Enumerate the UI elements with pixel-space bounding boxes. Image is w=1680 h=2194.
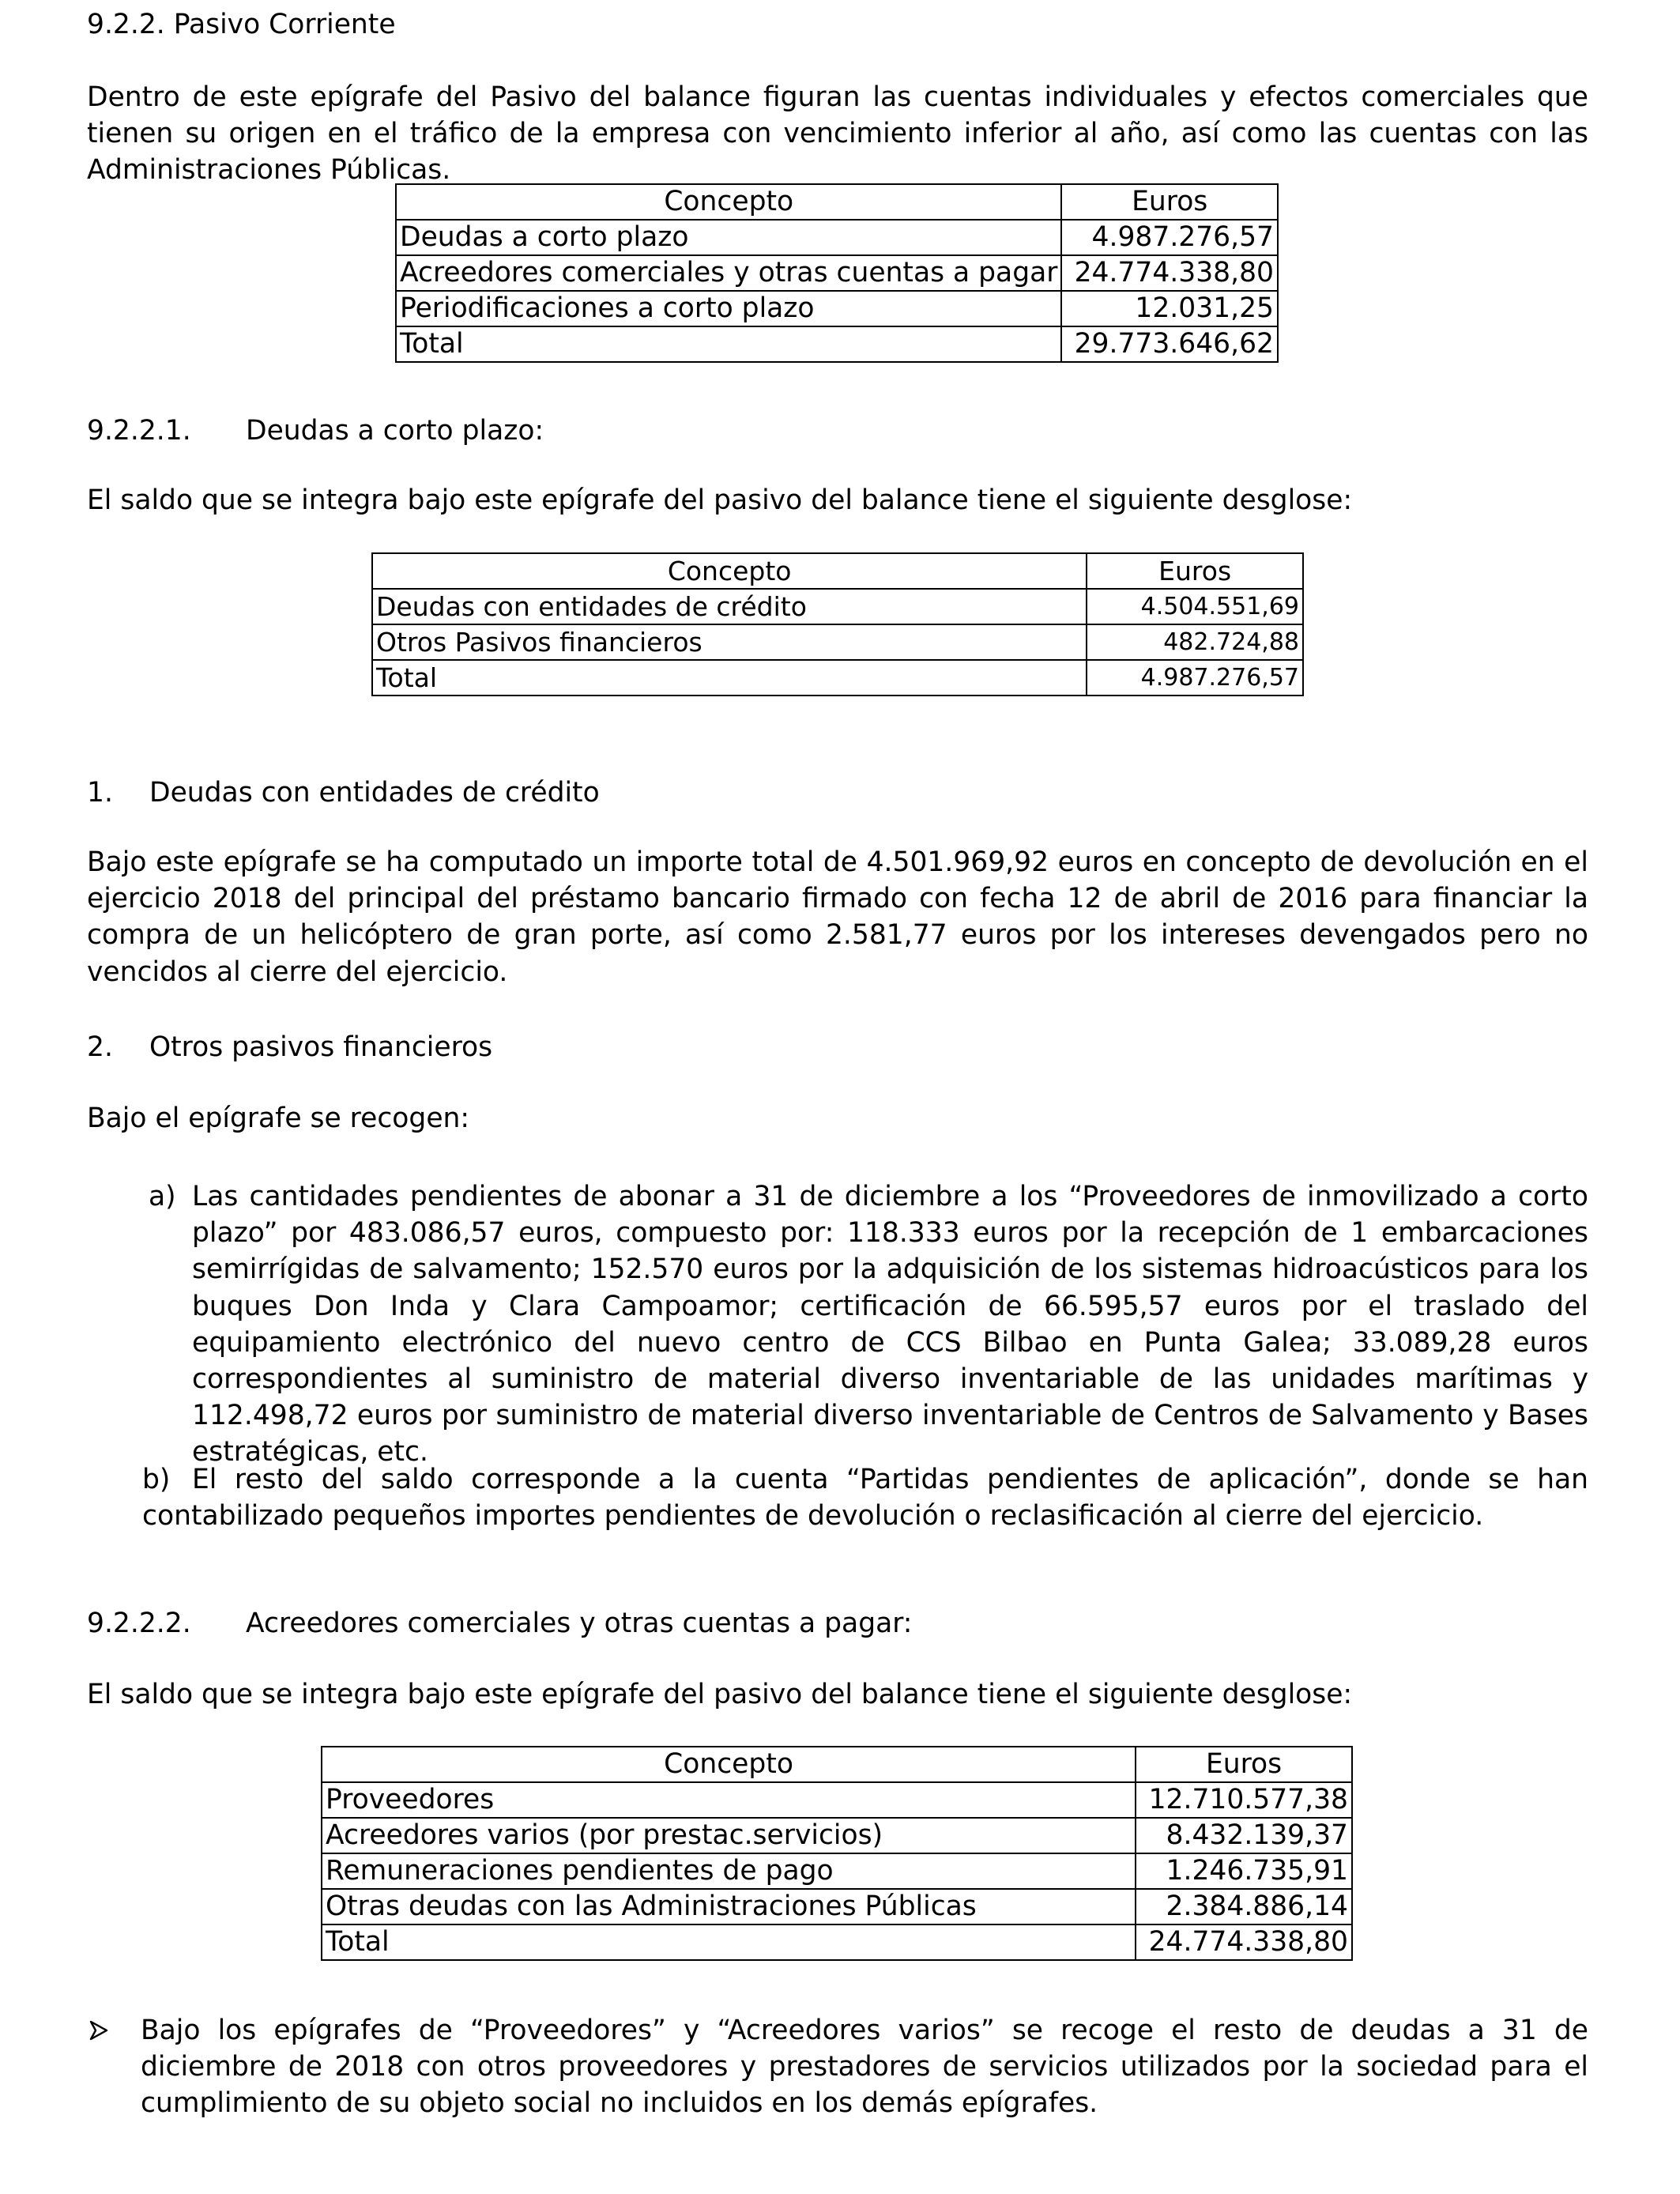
table-row [396, 255, 1278, 291]
cell-euros: 2.384.886,14 [1136, 1889, 1352, 1924]
header-concepto: Concepto [396, 184, 1061, 220]
cell-euros: 12.031,25 [1061, 291, 1278, 326]
section-heading-922: 9.2.2. Pasivo Corriente [87, 9, 396, 40]
table-row [322, 1782, 1352, 1818]
item-2-intro: Bajo el epígrafe se recogen: [87, 1103, 470, 1134]
header-concepto: Concepto [372, 553, 1087, 589]
bullet-paragraph: Bajo los epígrafes de “Proveedores” y “Acreedores varios” se recoge el resto de deudas a 31 de diciembre de 2018 con otros proveedores y prestadores de servicios utilizados por la sociedad para el cumplimiento de su objeto social no incluidos en los demás epígrafes. [141, 2015, 1588, 2120]
item-1-text: Bajo este epígrafe se ha computado un importe total de 4.501.969,92 euros en concepto de devolución en el ejercicio 2018 del principal del préstamo bancario firmado con fecha 12 de abril de 2016 para financiar la compra de un helicóptero de gran porte, así como 2.581,77 euros por los intereses devengados pero no vencidos al cierre del ejercicio. [87, 846, 1588, 988]
section-9221-intro: El saldo que se integra bajo este epígrafe del pasivo del balance tiene el siguiente desglose: [87, 484, 1353, 516]
item-2-number: 2. [87, 1031, 113, 1063]
item-1-number: 1. [87, 777, 113, 809]
section-922-intro: Dentro de este epígrafe del Pasivo del balance figuran las cuentas individuales y efectos comerciales que tienen su origen en el tráfico de la empresa con vencimiento inferior al año, así como las cuentas con las Administraciones Públicas. [87, 81, 1588, 187]
table-pasivo-corriente [395, 183, 1279, 363]
arrowhead-bullet-icon-svg [89, 2012, 109, 2049]
table-row [322, 1853, 1352, 1889]
table-header-row [322, 1747, 1352, 1782]
table-header-row [372, 553, 1303, 589]
cell-concepto: Total [372, 660, 1087, 696]
header-euros: Euros [1136, 1747, 1352, 1782]
list-item-a-label: a) [149, 1181, 176, 1212]
item-1-title: Deudas con entidades de crédito [149, 777, 600, 809]
cell-euros: 8.432.139,37 [1136, 1818, 1352, 1853]
item-2-title: Otros pasivos financieros [149, 1031, 493, 1063]
cell-concepto: Proveedores [322, 1782, 1136, 1818]
cell-concepto: Periodificaciones a corto plazo [396, 291, 1061, 326]
section-heading-9221: Deudas a corto plazo: [246, 415, 544, 447]
table-row [322, 1818, 1352, 1853]
header-euros: Euros [1087, 553, 1303, 589]
cell-concepto: Deudas con entidades de crédito [372, 589, 1087, 624]
table-header-row [396, 184, 1278, 220]
cell-euros: 1.246.735,91 [1136, 1853, 1352, 1889]
table-row [322, 1889, 1352, 1924]
cell-euros: 4.987.276,57 [1061, 220, 1278, 255]
table-row [372, 589, 1303, 624]
cell-euros: 4.987.276,57 [1087, 660, 1303, 696]
cell-concepto: Total [396, 326, 1061, 362]
table-row [396, 291, 1278, 326]
cell-concepto: Otras deudas con las Administraciones Públicas [322, 1889, 1136, 1924]
cell-euros: 29.773.646,62 [1061, 326, 1278, 362]
cell-concepto: Acreedores comerciales y otras cuentas a pagar [396, 255, 1061, 291]
section-number-9222: 9.2.2.2. [87, 1608, 191, 1639]
section-number-9221: 9.2.2.1. [87, 415, 191, 447]
table-deudas-corto-plazo [371, 552, 1304, 696]
table-acreedores-comerciales [321, 1746, 1353, 1961]
cell-concepto: Total [322, 1924, 1136, 1960]
cell-concepto: Otros Pasivos financieros [372, 624, 1087, 660]
cell-euros: 482.724,88 [1087, 624, 1303, 660]
cell-euros: 24.774.338,80 [1136, 1924, 1352, 1960]
cell-concepto: Remuneraciones pendientes de pago [322, 1853, 1136, 1889]
list-item-b-label: b) [142, 1464, 171, 1495]
table-total-row [322, 1924, 1352, 1960]
cell-euros: 24.774.338,80 [1061, 255, 1278, 291]
section-9222-intro: El saldo que se integra bajo este epígrafe del pasivo del balance tiene el siguiente desglose: [87, 1679, 1353, 1710]
header-concepto: Concepto [322, 1747, 1136, 1782]
cell-concepto: Deudas a corto plazo [396, 220, 1061, 255]
arrowhead-bullet-icon [89, 2012, 109, 2058]
header-euros: Euros [1061, 184, 1278, 220]
section-heading-9222: Acreedores comerciales y otras cuentas a pagar: [246, 1608, 913, 1639]
list-item-b-text: El resto del saldo corresponde a la cuenta “Partidas pendientes de aplicación”, donde se han contabilizado pequeños importes pendientes de devolución o reclasificación al cierre del ejercicio. [142, 1464, 1588, 1532]
list-item-a-text: Las cantidades pendientes de abonar a 31 de diciembre a los “Proveedores de inmovilizado a corto plazo” por 483.086,57 euros, compuesto por: 118.333 euros por la recepción de 1 embarcaciones semirrígidas de salvamento; 152.570 euros por la adquisición de los sistemas hidroacústicos para los buques Don Inda y Clara Campoamor; certificación de 66.595,57 euros por el traslado del equipamiento electrónico del nuevo centro de CCS Bilbao en Punta Galea; 33.089,28 euros correspondientes al suministro de material diverso inventariable de las unidades marítimas y 112.498,72 euros por suministro de material diverso inventariable de Centros de Salvamento y Bases estratégicas, etc. [192, 1181, 1588, 1468]
cell-concepto: Acreedores varios (por prestac.servicios) [322, 1818, 1136, 1853]
table-row [372, 624, 1303, 660]
table-total-row [396, 326, 1278, 362]
cell-euros: 12.710.577,38 [1136, 1782, 1352, 1818]
table-total-row [372, 660, 1303, 696]
cell-euros: 4.504.551,69 [1087, 589, 1303, 624]
table-row [396, 220, 1278, 255]
